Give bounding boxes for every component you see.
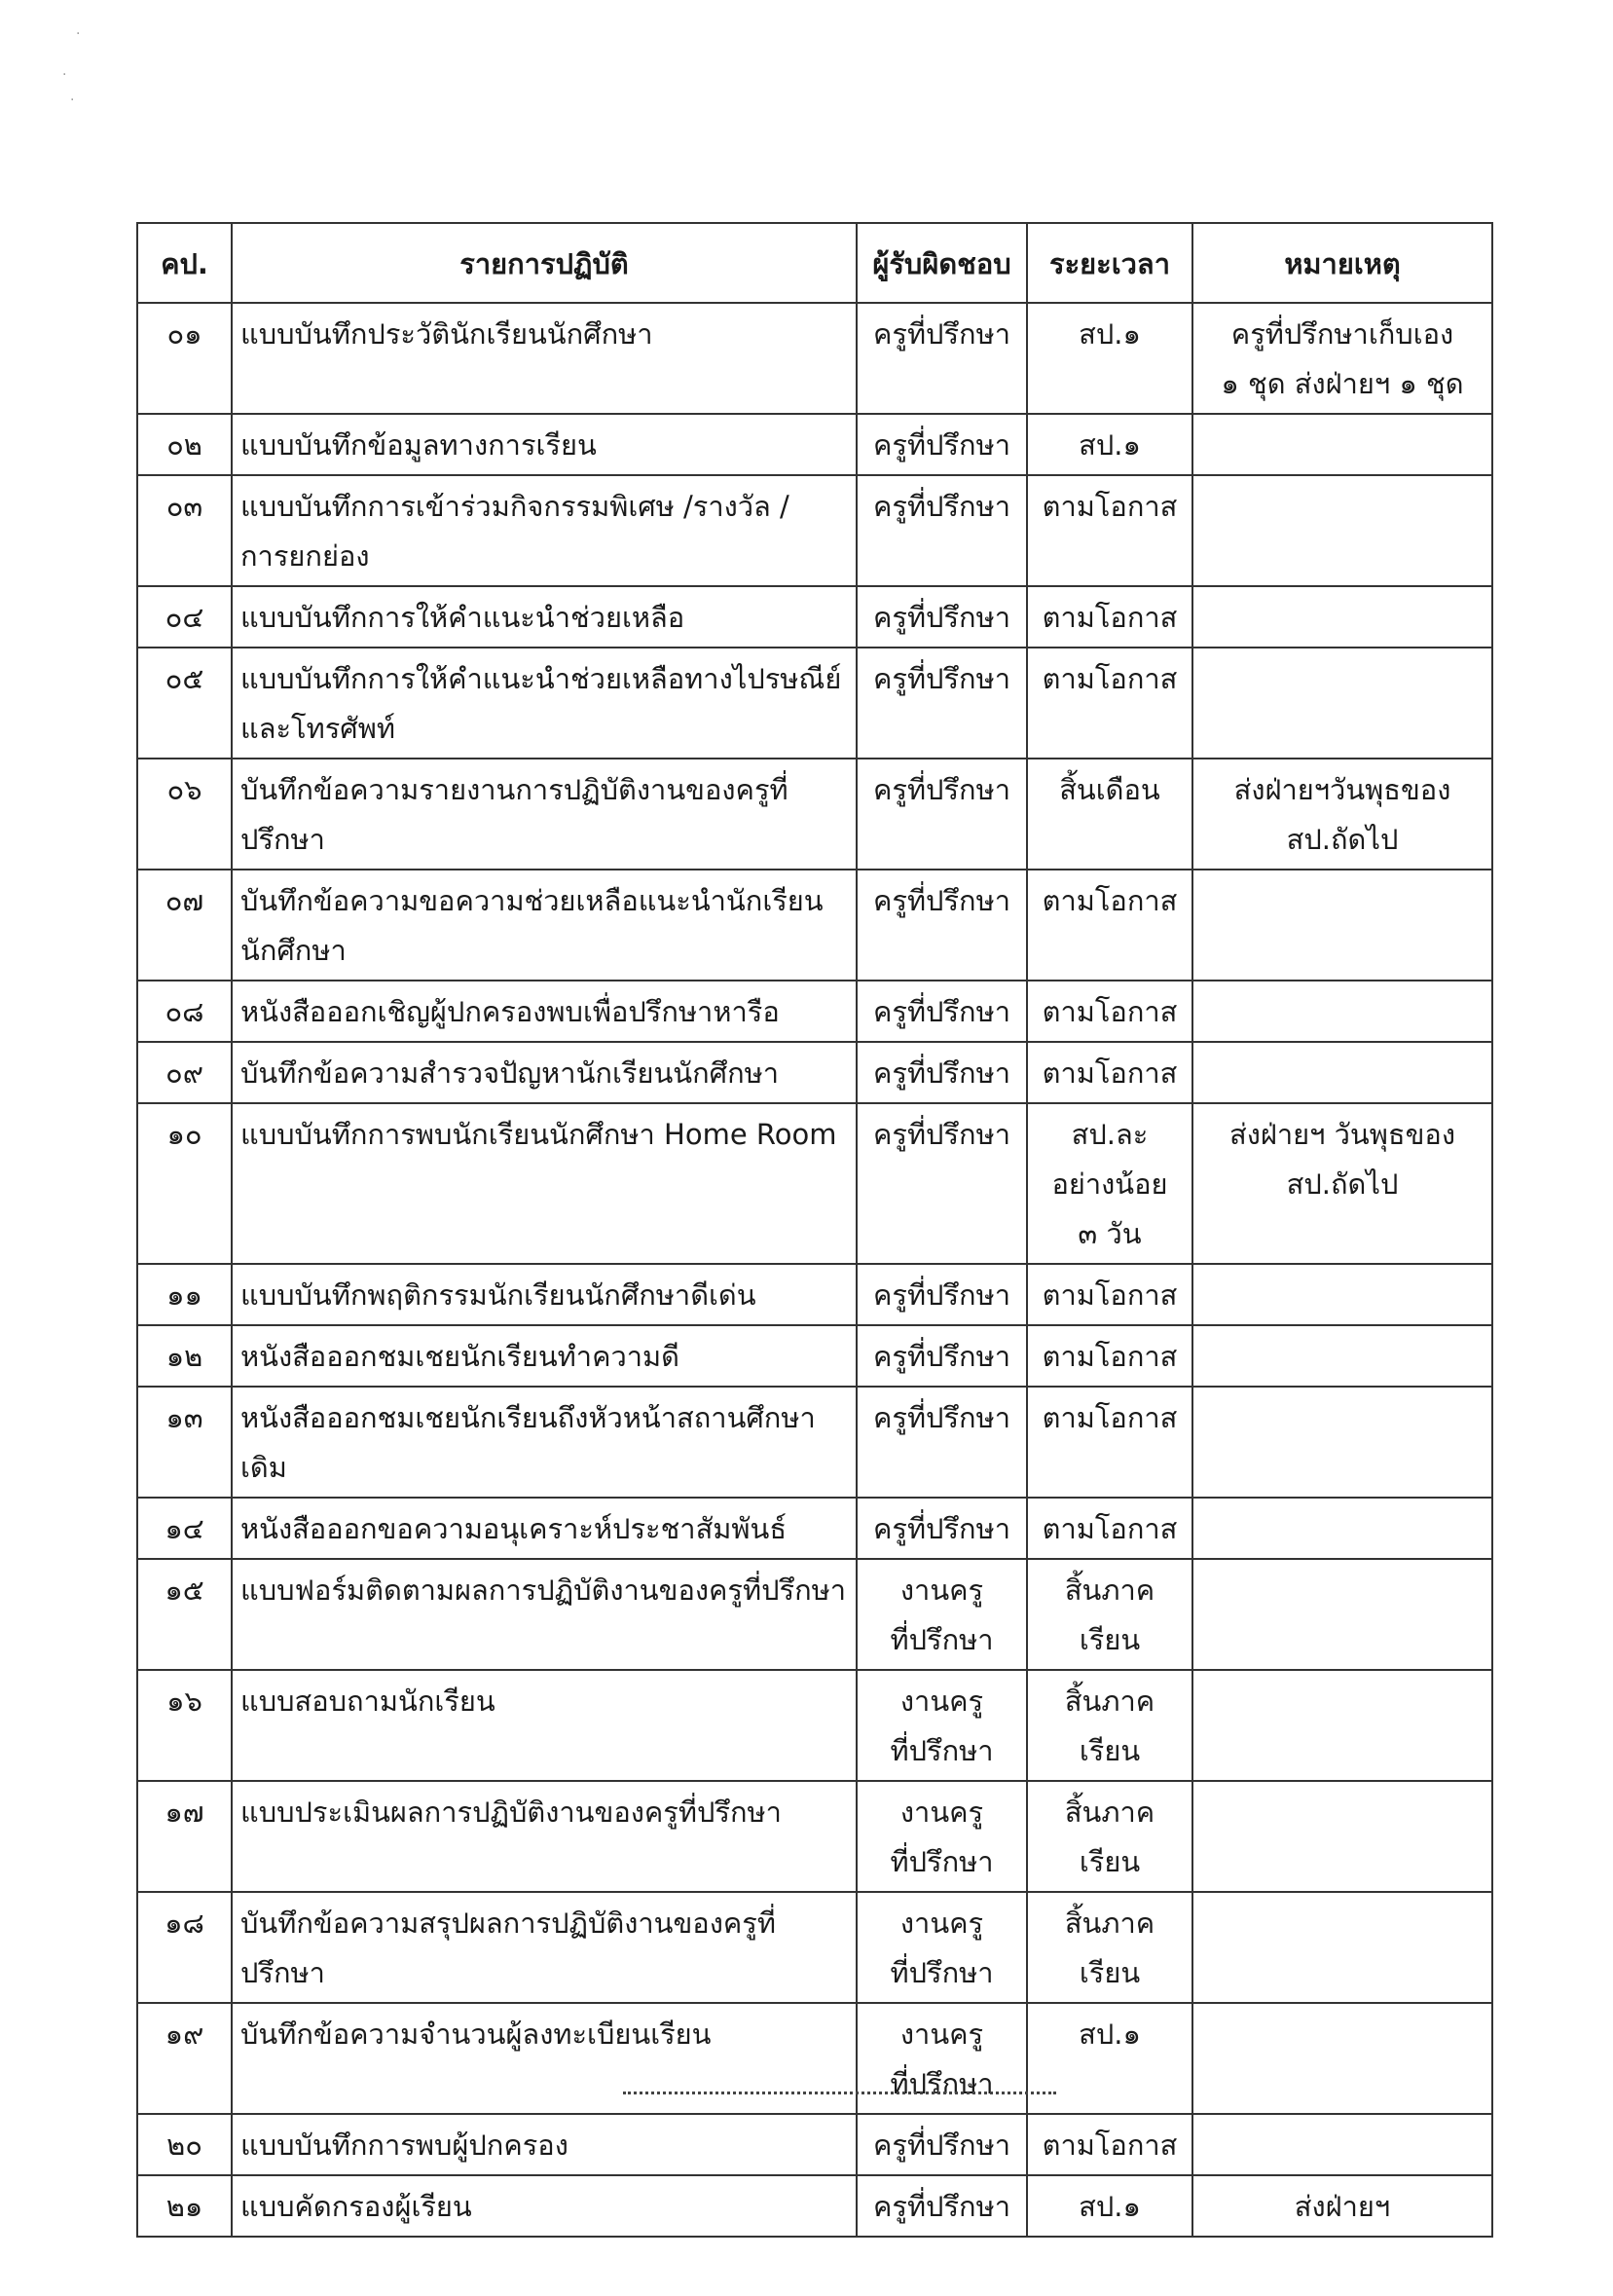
row-task <box>232 303 857 414</box>
table-row <box>137 1670 1492 1781</box>
row-period <box>1027 1559 1192 1670</box>
row-responsible-line: ครูที่ปรึกษา <box>872 1118 1011 1151</box>
row-responsible-line: ที่ปรึกษา <box>890 1734 994 1767</box>
row-task-line: แบบบันทึกการพบนักเรียนนักศึกษา Home Room <box>240 1118 837 1151</box>
row-period-line: สป.๑ <box>1079 2018 1141 2051</box>
row-responsible-line: งานครู <box>899 1574 984 1607</box>
row-note <box>1192 475 1492 586</box>
row-responsible-line: ครูที่ปรึกษา <box>872 2190 1011 2223</box>
row-period <box>1027 2114 1192 2175</box>
row-number: ๑๙ <box>137 2003 232 2114</box>
row-task-line: หนังสือออกเชิญผู้ปกครองพบเพื่อปรึกษาหารือ <box>240 995 780 1028</box>
row-task <box>232 475 857 586</box>
table-row <box>137 1892 1492 2003</box>
row-note <box>1192 1103 1492 1264</box>
row-period <box>1027 648 1192 759</box>
header-period: ระยะเวลา <box>1027 223 1192 303</box>
row-task <box>232 586 857 648</box>
table-row <box>137 1042 1492 1103</box>
row-task <box>232 2003 857 2114</box>
row-responsible <box>857 648 1027 759</box>
row-responsible <box>857 1387 1027 1498</box>
header-no: คป. <box>137 223 232 303</box>
scan-speck-mark: · <box>70 93 75 108</box>
row-period-line: ตามโอกาส <box>1042 1340 1178 1373</box>
row-period-line: สิ้นภาคเรียน <box>1064 1796 1155 1878</box>
row-responsible <box>857 1325 1027 1387</box>
row-responsible-line: งานครู <box>899 1685 984 1718</box>
table-row <box>137 2003 1492 2114</box>
table-row <box>137 586 1492 648</box>
table-row <box>137 303 1492 414</box>
row-responsible-line: ครูที่ปรึกษา <box>872 317 1011 351</box>
row-period-line: สิ้นเดือน <box>1059 773 1160 806</box>
row-responsible <box>857 1670 1027 1781</box>
row-period-line: ตามโอกาส <box>1042 2129 1178 2162</box>
row-note <box>1192 1264 1492 1325</box>
row-task-line: แบบฟอร์มติดตามผลการปฏิบัติงานของครูที่ปรึกษา <box>240 1574 847 1607</box>
row-period <box>1027 1498 1192 1559</box>
row-responsible-line: ครูที่ปรึกษา <box>872 1340 1011 1373</box>
row-period-line: สป.๑ <box>1079 2190 1141 2223</box>
row-period-line: สิ้นภาคเรียน <box>1064 1685 1155 1767</box>
row-note <box>1192 1781 1492 1892</box>
row-responsible <box>857 759 1027 870</box>
row-task <box>232 1670 857 1781</box>
row-responsible <box>857 2003 1027 2114</box>
row-task-line: แบบบันทึกการพบผู้ปกครอง <box>240 2129 568 2162</box>
row-note <box>1192 2003 1492 2114</box>
row-task-line: หนังสือออกชมเชยนักเรียนทำความดี <box>240 1340 680 1373</box>
table-header-row <box>137 223 1492 303</box>
row-responsible-line: ครูที่ปรึกษา <box>872 1278 1011 1312</box>
row-responsible-line: ครูที่ปรึกษา <box>872 884 1011 917</box>
row-task <box>232 1781 857 1892</box>
row-number: ๐๖ <box>137 759 232 870</box>
row-period-line: สป.ละ <box>1071 1118 1149 1151</box>
row-task-line: นักศึกษา <box>240 934 347 967</box>
row-task <box>232 414 857 475</box>
table-row <box>137 759 1492 870</box>
row-note <box>1192 1042 1492 1103</box>
row-note-line: สป.ถัดไป <box>1286 1167 1399 1201</box>
row-responsible <box>857 414 1027 475</box>
row-responsible-line: งานครู <box>899 2018 984 2051</box>
row-period-line: ตามโอกาส <box>1042 1278 1178 1312</box>
scan-speck-mark: · <box>76 26 81 42</box>
row-period-line: สิ้นภาคเรียน <box>1064 1574 1155 1656</box>
row-responsible-line: ครูที่ปรึกษา <box>872 1401 1011 1434</box>
row-responsible <box>857 870 1027 981</box>
table-row <box>137 2114 1492 2175</box>
row-period <box>1027 586 1192 648</box>
row-period-line: อย่างน้อย <box>1051 1167 1168 1201</box>
table-row <box>137 1781 1492 1892</box>
row-note-line: ครูที่ปรึกษาเก็บเอง <box>1230 317 1454 351</box>
row-task-line: แบบบันทึกการเข้าร่วมกิจกรรมพิเศษ /รางวัล / <box>240 490 789 523</box>
row-period <box>1027 1670 1192 1781</box>
row-task-line: หนังสือออกขอความอนุเคราะห์ประชาสัมพันธ์ <box>240 1512 788 1545</box>
row-task <box>232 1892 857 2003</box>
row-responsible-line: ที่ปรึกษา <box>890 2067 994 2100</box>
row-task-line: แบบบันทึกการให้คำแนะนำช่วยเหลือ <box>240 601 685 634</box>
row-period-line: สิ้นภาคเรียน <box>1064 1907 1155 1989</box>
row-responsible-line: ครูที่ปรึกษา <box>872 2129 1011 2162</box>
row-note-line: สป.ถัดไป <box>1286 823 1399 856</box>
row-responsible-line: ครูที่ปรึกษา <box>872 662 1011 695</box>
row-responsible <box>857 2175 1027 2237</box>
row-responsible-line: งานครู <box>899 1796 984 1829</box>
row-responsible-line: ครูที่ปรึกษา <box>872 601 1011 634</box>
row-task <box>232 759 857 870</box>
row-period-line: ตามโอกาส <box>1042 884 1178 917</box>
header-note: หมายเหตุ <box>1192 223 1492 303</box>
row-task-line: แบบคัดกรองผู้เรียน <box>240 2190 472 2223</box>
row-task <box>232 648 857 759</box>
row-responsible <box>857 1892 1027 2003</box>
row-responsible-line: ครูที่ปรึกษา <box>872 773 1011 806</box>
table-row <box>137 870 1492 981</box>
row-period <box>1027 1264 1192 1325</box>
row-note-line: ส่งฝ่ายฯ วันพุธของ <box>1229 1118 1455 1151</box>
table-row <box>137 1387 1492 1498</box>
row-task-line: บันทึกข้อความขอความช่วยเหลือแนะนำนักเรียน <box>240 884 824 917</box>
header-responsible: ผู้รับผิดชอบ <box>857 223 1027 303</box>
row-responsible <box>857 1042 1027 1103</box>
row-task-line: บันทึกข้อความรายงานการปฏิบัติงานของครูที่ปรึกษา <box>240 773 788 856</box>
row-period <box>1027 414 1192 475</box>
row-task <box>232 870 857 981</box>
row-period <box>1027 1325 1192 1387</box>
table-row <box>137 1559 1492 1670</box>
table-row <box>137 475 1492 586</box>
row-responsible <box>857 475 1027 586</box>
row-number: ๐๘ <box>137 981 232 1042</box>
table-row <box>137 981 1492 1042</box>
table-body <box>137 303 1492 2237</box>
row-number: ๐๑ <box>137 303 232 414</box>
row-period <box>1027 1892 1192 2003</box>
row-task-line: หนังสือออกชมเชยนักเรียนถึงหัวหน้าสถานศึกษาเดิม <box>240 1401 816 1484</box>
row-note <box>1192 2114 1492 2175</box>
row-number: ๐๗ <box>137 870 232 981</box>
row-task-line: และโทรศัพท์ <box>240 712 395 745</box>
row-responsible-line: ครูที่ปรึกษา <box>872 428 1011 462</box>
row-number: ๑๖ <box>137 1670 232 1781</box>
row-task-line: บันทึกข้อความสรุปผลการปฏิบัติงานของครูที่ปรึกษา <box>240 1907 776 1989</box>
table-row <box>137 1325 1492 1387</box>
row-note <box>1192 1325 1492 1387</box>
checklist-table <box>136 222 1493 2238</box>
row-task-line: แบบประเมินผลการปฏิบัติงานของครูที่ปรึกษา <box>240 1796 782 1829</box>
row-period <box>1027 2175 1192 2237</box>
row-responsible <box>857 1264 1027 1325</box>
table-row <box>137 1264 1492 1325</box>
row-task <box>232 1264 857 1325</box>
row-period <box>1027 981 1192 1042</box>
row-task <box>232 981 857 1042</box>
row-responsible <box>857 1559 1027 1670</box>
row-number: ๐๓ <box>137 475 232 586</box>
scan-speck-mark: · <box>62 67 67 83</box>
row-task-line: แบบสอบถามนักเรียน <box>240 1685 495 1718</box>
row-number: ๐๒ <box>137 414 232 475</box>
row-number: ๑๔ <box>137 1498 232 1559</box>
row-note <box>1192 414 1492 475</box>
row-note <box>1192 1498 1492 1559</box>
table-row <box>137 1103 1492 1264</box>
row-number: ๒๑ <box>137 2175 232 2237</box>
row-period-line: สป.๑ <box>1079 428 1141 462</box>
row-task-line: การยกย่อง <box>240 539 370 573</box>
row-period <box>1027 1387 1192 1498</box>
row-responsible-line: ที่ปรึกษา <box>890 1845 994 1878</box>
header-task: รายการปฏิบัติ <box>232 223 857 303</box>
row-note <box>1192 1670 1492 1781</box>
table-row <box>137 648 1492 759</box>
table-row <box>137 1498 1492 1559</box>
row-period <box>1027 1103 1192 1264</box>
row-task-line: แบบบันทึกการให้คำแนะนำช่วยเหลือทางไปรษณีย์ <box>240 662 842 695</box>
row-period <box>1027 303 1192 414</box>
row-period-line: สป.๑ <box>1079 317 1141 351</box>
row-period-line: ตามโอกาส <box>1042 995 1178 1028</box>
row-note <box>1192 2175 1492 2237</box>
row-period <box>1027 475 1192 586</box>
row-note-line: ส่งฝ่ายฯวันพุธของ <box>1233 773 1451 806</box>
row-task <box>232 1387 857 1498</box>
row-note <box>1192 303 1492 414</box>
row-number: ๐๕ <box>137 648 232 759</box>
table-row <box>137 2175 1492 2237</box>
row-period-line: ตามโอกาส <box>1042 662 1178 695</box>
row-responsible-line: ครูที่ปรึกษา <box>872 1056 1011 1090</box>
row-period-line: ๓ วัน <box>1078 1217 1142 1250</box>
row-number: ๒๐ <box>137 2114 232 2175</box>
row-responsible <box>857 1498 1027 1559</box>
row-note <box>1192 981 1492 1042</box>
row-period <box>1027 870 1192 981</box>
row-task-line: บันทึกข้อความจำนวนผู้ลงทะเบียนเรียน <box>240 2018 712 2051</box>
row-period <box>1027 1042 1192 1103</box>
row-responsible-line: งานครู <box>899 1907 984 1940</box>
row-period <box>1027 759 1192 870</box>
row-number: ๐๙ <box>137 1042 232 1103</box>
row-responsible <box>857 2114 1027 2175</box>
row-responsible-line: ที่ปรึกษา <box>890 1956 994 1989</box>
row-period-line: ตามโอกาส <box>1042 1056 1178 1090</box>
row-number: ๑๑ <box>137 1264 232 1325</box>
row-number: ๑๕ <box>137 1559 232 1670</box>
row-task-line: แบบบันทึกประวัตินักเรียนนักศึกษา <box>240 317 653 351</box>
row-responsible <box>857 1781 1027 1892</box>
row-number: ๑๗ <box>137 1781 232 1892</box>
row-period-line: ตามโอกาส <box>1042 1512 1178 1545</box>
signature-dotted-line <box>623 2088 1056 2094</box>
row-period-line: ตามโอกาส <box>1042 490 1178 523</box>
row-task-line: แบบบันทึกพฤติกรรมนักเรียนนักศึกษาดีเด่น <box>240 1278 756 1312</box>
row-number: ๐๔ <box>137 586 232 648</box>
row-task <box>232 2114 857 2175</box>
row-note <box>1192 586 1492 648</box>
row-number: ๑๓ <box>137 1387 232 1498</box>
row-responsible-line: ครูที่ปรึกษา <box>872 1512 1011 1545</box>
row-responsible-line: ครูที่ปรึกษา <box>872 995 1011 1028</box>
row-task <box>232 1103 857 1264</box>
row-responsible <box>857 1103 1027 1264</box>
row-number: ๑๐ <box>137 1103 232 1264</box>
row-period <box>1027 2003 1192 2114</box>
row-note-line: ๑ ชุด ส่งฝ่ายฯ ๑ ชุด <box>1221 367 1464 400</box>
row-note-line: ส่งฝ่ายฯ <box>1294 2190 1391 2223</box>
row-task <box>232 1042 857 1103</box>
row-task <box>232 1325 857 1387</box>
table-row <box>137 414 1492 475</box>
row-note <box>1192 1387 1492 1498</box>
row-task-line: บันทึกข้อความสำรวจปัญหานักเรียนนักศึกษา <box>240 1056 780 1090</box>
row-responsible-line: ครูที่ปรึกษา <box>872 490 1011 523</box>
row-period-line: ตามโอกาส <box>1042 601 1178 634</box>
row-responsible <box>857 586 1027 648</box>
row-task-line: แบบบันทึกข้อมูลทางการเรียน <box>240 428 597 462</box>
row-task <box>232 1559 857 1670</box>
row-note <box>1192 870 1492 981</box>
row-responsible-line: ที่ปรึกษา <box>890 1623 994 1656</box>
row-note <box>1192 1559 1492 1670</box>
row-number: ๑๒ <box>137 1325 232 1387</box>
row-note <box>1192 759 1492 870</box>
row-responsible <box>857 303 1027 414</box>
row-task <box>232 2175 857 2237</box>
row-period-line: ตามโอกาส <box>1042 1401 1178 1434</box>
row-period <box>1027 1781 1192 1892</box>
row-task <box>232 1498 857 1559</box>
row-note <box>1192 1892 1492 2003</box>
row-responsible <box>857 981 1027 1042</box>
row-note <box>1192 648 1492 759</box>
row-number: ๑๘ <box>137 1892 232 2003</box>
